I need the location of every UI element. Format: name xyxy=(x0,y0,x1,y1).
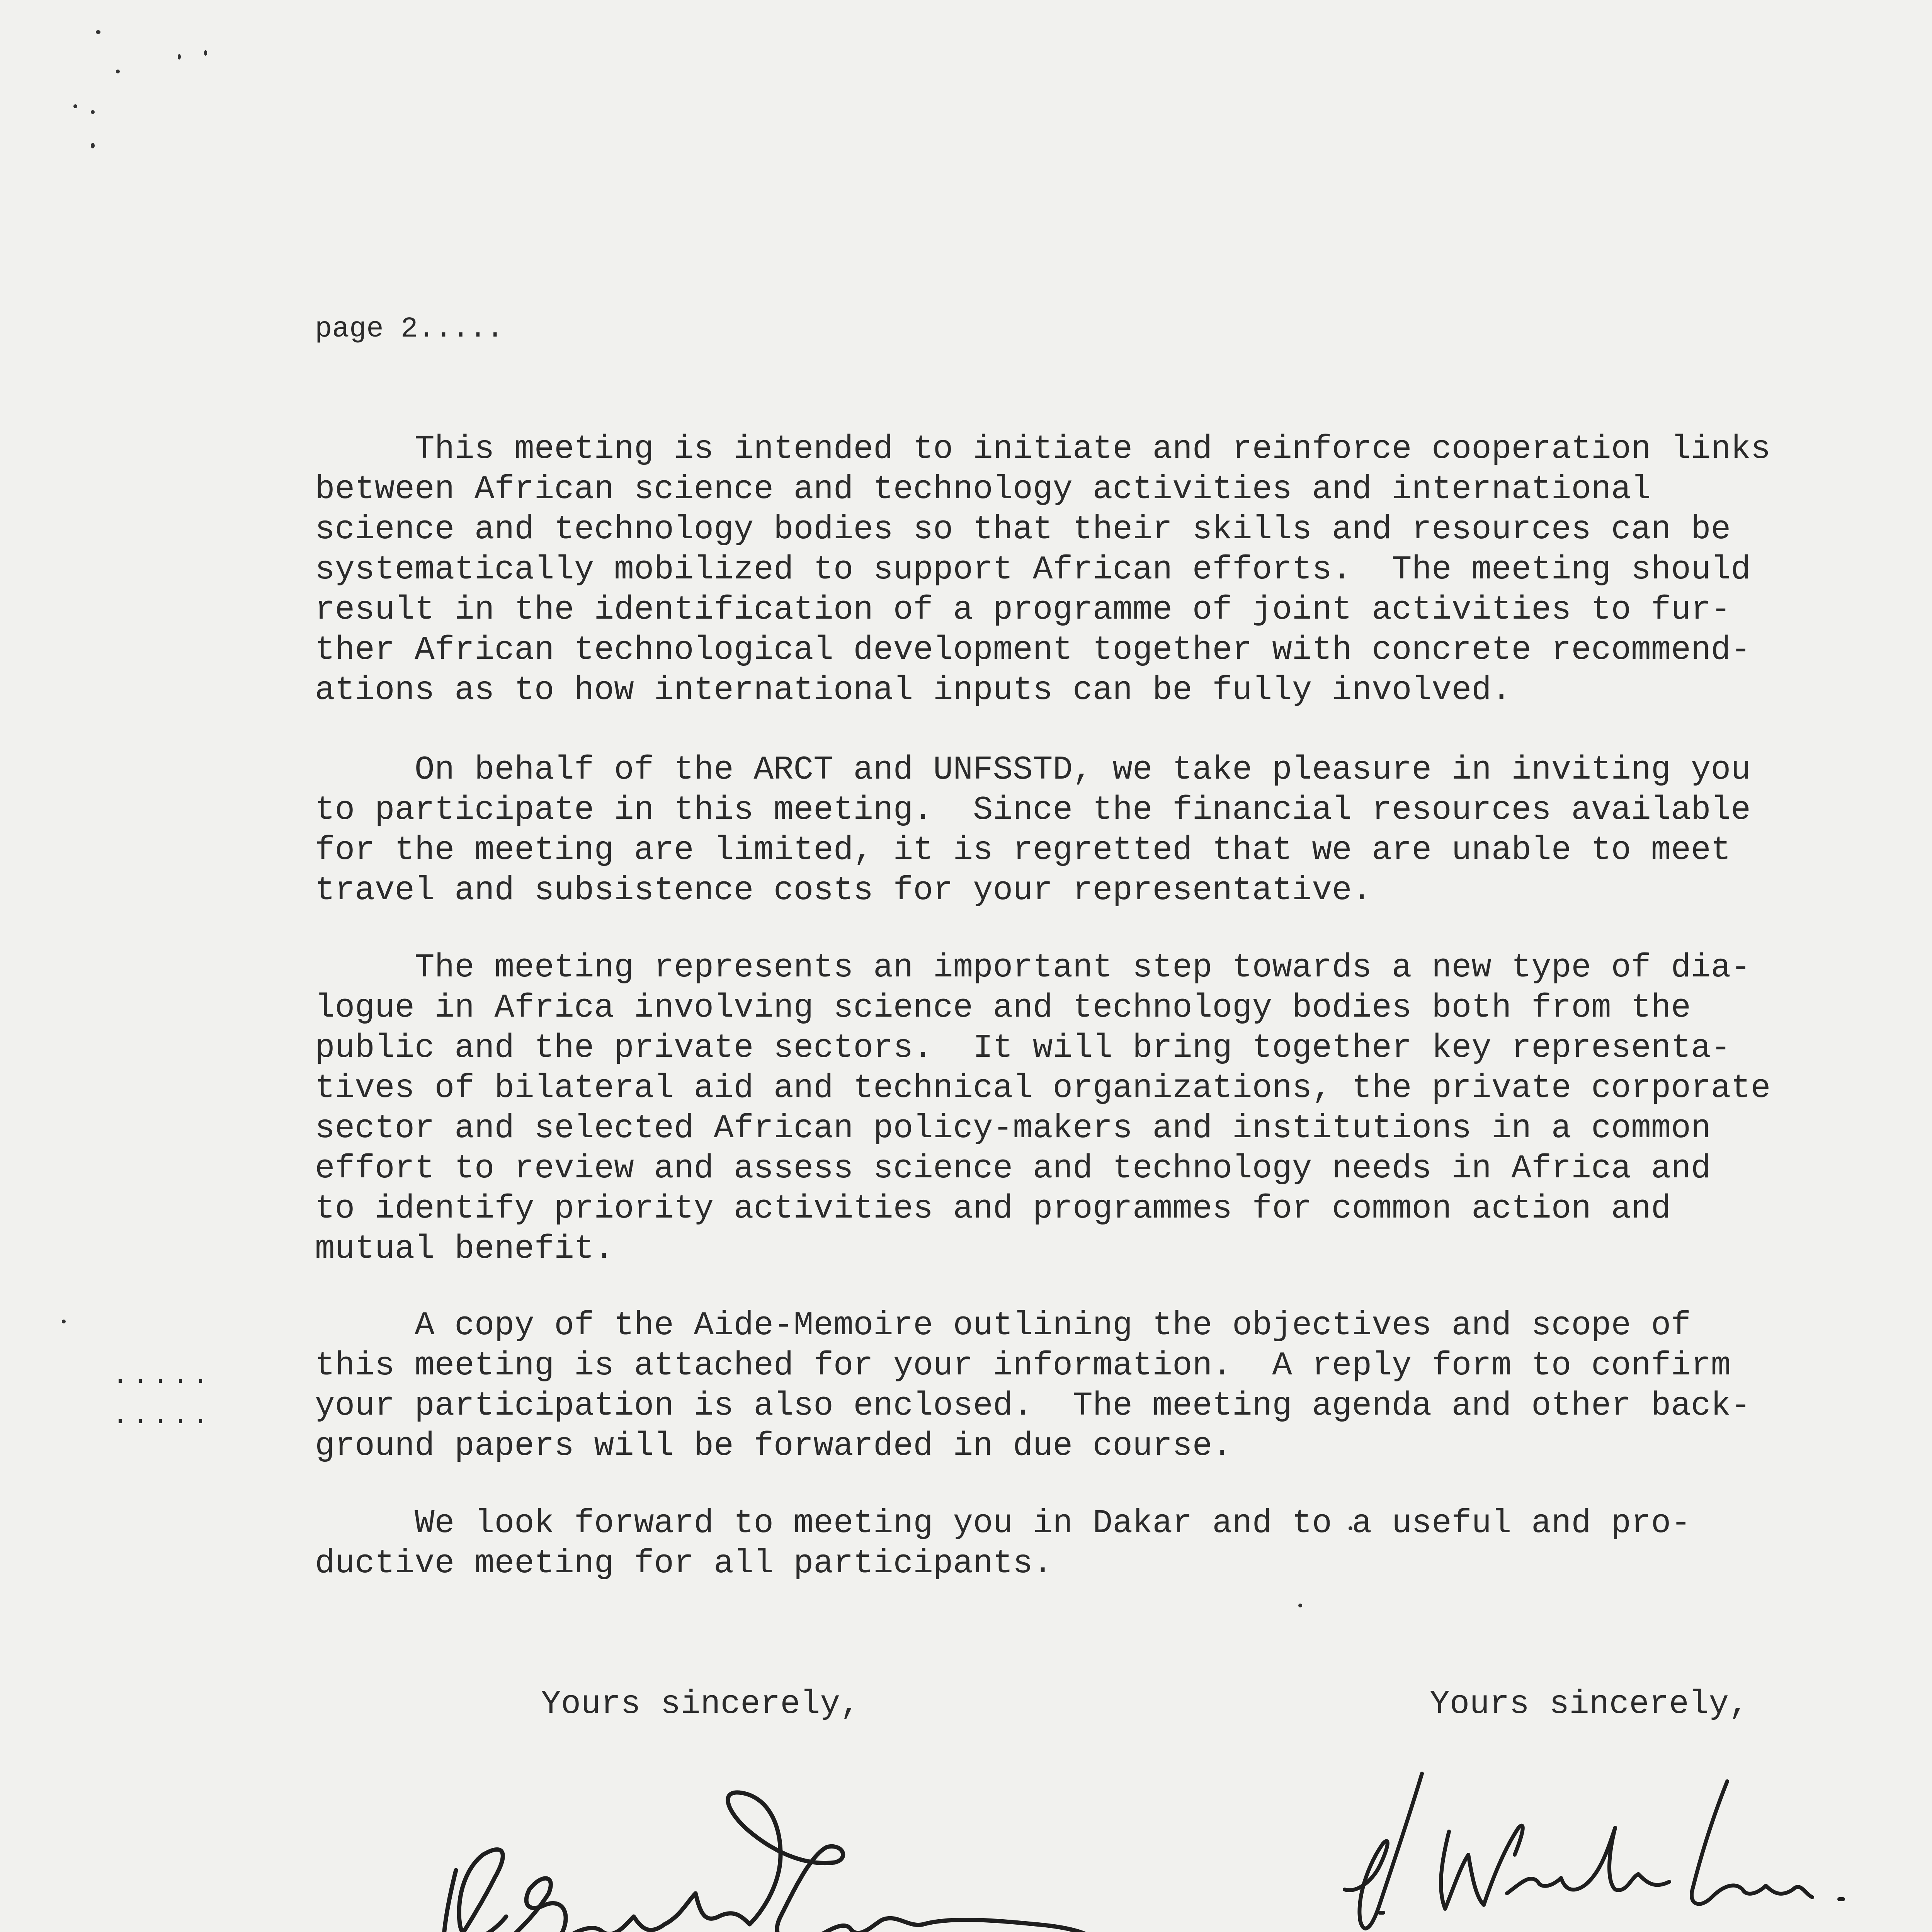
text-line: to participate in this meeting. Since the financial resources available xyxy=(315,791,1751,829)
paper-speck xyxy=(73,104,77,108)
text-line: between African science and technology activities and international xyxy=(315,470,1651,508)
paper-speck xyxy=(204,50,207,56)
text-line: systematically mobilized to support African efforts. The meeting should xyxy=(315,551,1751,588)
text-line: ground papers will be forwarded in due course. xyxy=(315,1427,1232,1465)
text-line: ductive meeting for all participants. xyxy=(315,1544,1053,1582)
paper-speck xyxy=(1298,1604,1302,1607)
text-line: A copy of the Aide-Memoire outlining the objectives and scope of xyxy=(315,1306,1691,1344)
signature-left xyxy=(433,1777,1097,1932)
paper-speck xyxy=(116,70,120,73)
text-line: result in the identification of a programme of joint activities to fur- xyxy=(315,591,1731,629)
text-line: We look forward to meeting you in Dakar and to a useful and pro- xyxy=(315,1504,1691,1542)
paragraph-enclosures xyxy=(315,1305,1822,1466)
closing-right: Yours sincerely, xyxy=(1430,1685,1749,1723)
paper-speck xyxy=(62,1320,66,1323)
paper-speck xyxy=(96,30,100,34)
paragraph-closing xyxy=(315,1503,1822,1583)
text-line: public and the private sectors. It will bring together key representa- xyxy=(315,1029,1731,1067)
text-line: ations as to how international inputs can be fully involved. xyxy=(315,671,1512,709)
margin-mark: ..... xyxy=(112,1361,213,1391)
text-line: for the meeting are limited, it is regretted that we are unable to meet xyxy=(315,831,1731,869)
closing-left: Yours sincerely, xyxy=(541,1685,860,1723)
text-line: tives of bilateral aid and technical organizations, the private corporate xyxy=(315,1069,1771,1107)
text-line: This meeting is intended to initiate and reinforce cooperation links xyxy=(315,430,1771,468)
text-line: effort to review and assess science and technology needs in Africa and xyxy=(315,1150,1711,1187)
text-line: On behalf of the ARCT and UNFSSTD, we take pleasure in inviting you xyxy=(315,751,1751,789)
text-line: science and technology bodies so that their skills and resources can be xyxy=(315,510,1731,548)
text-line: this meeting is attached for your information. A reply form to confirm xyxy=(315,1347,1731,1384)
text-line: The meeting represents an important step towards a new type of dia- xyxy=(315,949,1751,986)
text-line: to identify priority activities and programmes for common action and xyxy=(315,1190,1671,1228)
paragraph-dialogue xyxy=(315,947,1822,1269)
text-line: travel and subsistence costs for your representative. xyxy=(315,871,1372,909)
paragraph-purpose xyxy=(315,429,1822,710)
text-line: sector and selected African policy-makers and institutions in a common xyxy=(315,1109,1711,1147)
signature-right xyxy=(1321,1766,1862,1932)
text-line: mutual benefit. xyxy=(315,1230,614,1268)
paper-speck xyxy=(178,54,181,60)
text-line: logue in Africa involving science and technology bodies both from the xyxy=(315,989,1691,1027)
paper-speck xyxy=(91,143,95,148)
paragraph-invitation xyxy=(315,750,1822,910)
text-line: ther African technological development together with concrete recommend- xyxy=(315,631,1751,669)
text-line: your participation is also enclosed. The meeting agenda and other back- xyxy=(315,1387,1751,1425)
page-label: page 2..... xyxy=(315,313,504,345)
margin-mark: ..... xyxy=(112,1401,213,1432)
paper-speck xyxy=(91,110,95,114)
